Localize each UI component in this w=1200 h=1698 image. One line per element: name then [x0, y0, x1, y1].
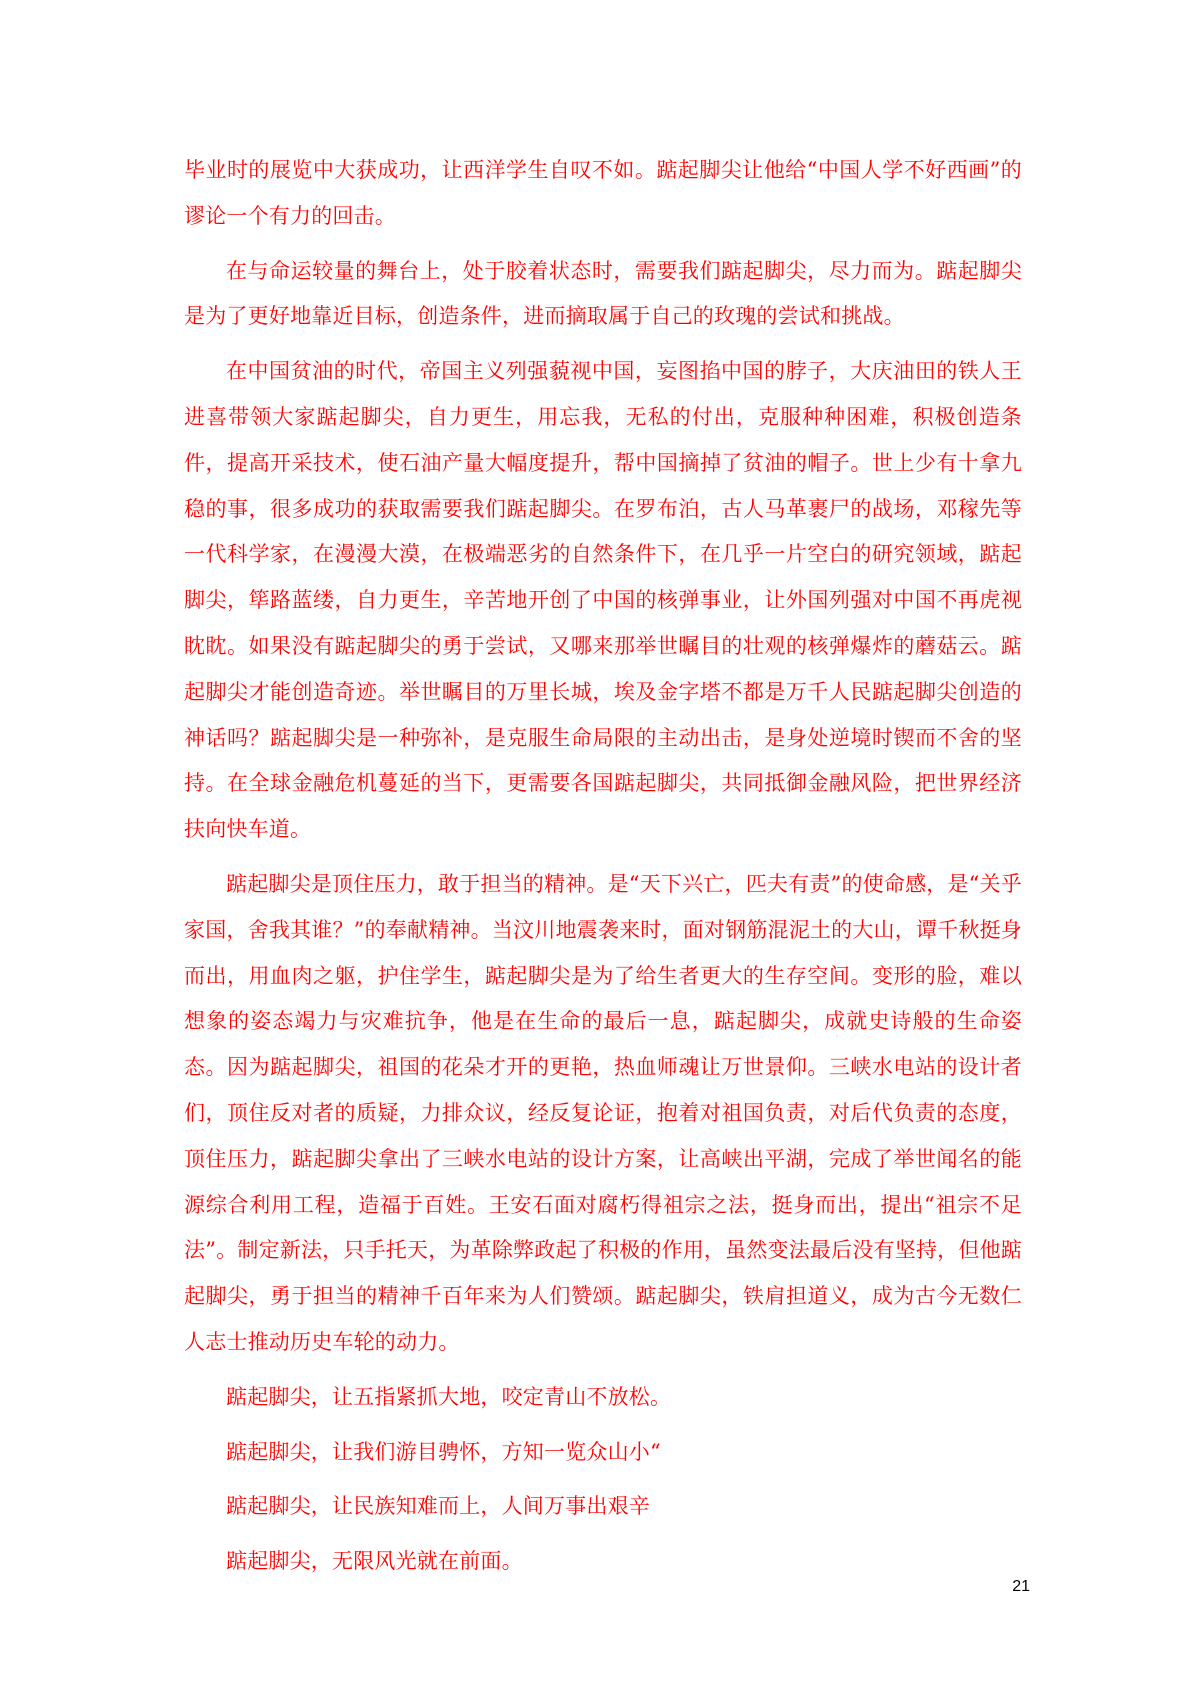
paragraph-stage-of-fate: 在与命运较量的舞台上，处于胶着状态时，需要我们踮起脚尖，尽力而为。踮起脚尖是为了更好地靠近目标，创造条件，进而摘取属于自己的玫瑰的尝试和挑战。 — [184, 258, 1022, 329]
paragraph-responsibility: 踮起脚尖是顶住压力，敢于担当的精神。是“天下兴亡，匹夫有责”的使命感，是“关乎家国，舍我其谁？”的奉献精神。当汶川地震袭来时，面对钢筋混泥土的大山，谭千秋挺身而出，用血肉之躯，护住学生，踮起脚尖是为了给生者更大的生存空间。变形的脸，难以想象的姿态竭力与灾难抗争，他是在生命的最后一息，踮起脚尖，成就史诗般的生命姿态。因为踮起脚尖，祖国的花朵才开的更艳，热血师魂让万世景仰。三峡水电站的设计者们，顶住反对者的质疑，力排众议，经反复论证，抱着对祖国负责，对后代负责的态度，顶住压力，踮起脚尖拿出了三峡水电站的设计方案，让高峡出平湖，完成了举世闻名的能源综合利用工程，造福于百姓。王安石面对腐朽得祖宗之法，挺身而出，提出“祖宗不足法”。制定新法，只手托天，为革除弊政起了积极的作用，虽然变法最后没有坚持，但他踮起脚尖，勇于担当的精神千百年来为人们赞颂。踮起脚尖，铁肩担道义，成为古今无数仁人志士推动历史车轮的动力。 — [184, 871, 1023, 1354]
paragraph-continuation: 毕业时的展览中大获成功，让西洋学生自叹不如。踮起脚尖让他给“中国人学不好西画”的谬论一个有力的回击。 — [184, 158, 1022, 228]
closing-line-2: 踮起脚尖，让我们游目骋怀，方知一览众山小“ — [226, 1439, 661, 1464]
closing-line-4: 踮起脚尖，无限风光就在前面。 — [226, 1549, 523, 1574]
closing-line-1: 踮起脚尖，让五指紧抓大地，咬定青山不放松。 — [226, 1384, 672, 1409]
closing-line-3: 踮起脚尖，让民族知难而上，人间万事出艰辛 — [226, 1494, 650, 1519]
essay-body — [184, 148, 1022, 1585]
paragraph-oil-and-nuclear: 在中国贫油的时代，帝国主义列强藐视中国，妄图掐中国的脖子，大庆油田的铁人王进喜带领大家踮起脚尖，自力更生，用忘我，无私的付出，克服种种困难，积极创造条件，提高开采技术，使石油产量大幅度提升，帮中国摘掉了贫油的帽子。世上少有十拿九稳的事，很多成功的获取需要我们踮起脚尖。在罗布泊，古人马革裹尸的战场，邓稼先等一代科学家，在漫漫大漠，在极端恶劣的自然条件下，在几乎一片空白的研究领域，踮起脚尖，筚路蓝缕，自力更生，辛苦地开创了中国的核弹事业，让外国列强对中国不再虎视眈眈。如果没有踮起脚尖的勇于尝试，又哪来那举世瞩目的壮观的核弹爆炸的蘑菇云。踮起脚尖才能创造奇迹。举世瞩目的万里长城，埃及金字塔不都是万千人民踮起脚尖创造的神话吗？踮起脚尖是一种弥补，是克服生命局限的主动出击，是身处逆境时锲而不舍的坚持。在全球金融危机蔓延的当下，更需要各国踮起脚尖，共同抵御金融风险，把世界经济扶向快车道。 — [184, 359, 1022, 842]
page-number: 21 — [1012, 1578, 1030, 1595]
